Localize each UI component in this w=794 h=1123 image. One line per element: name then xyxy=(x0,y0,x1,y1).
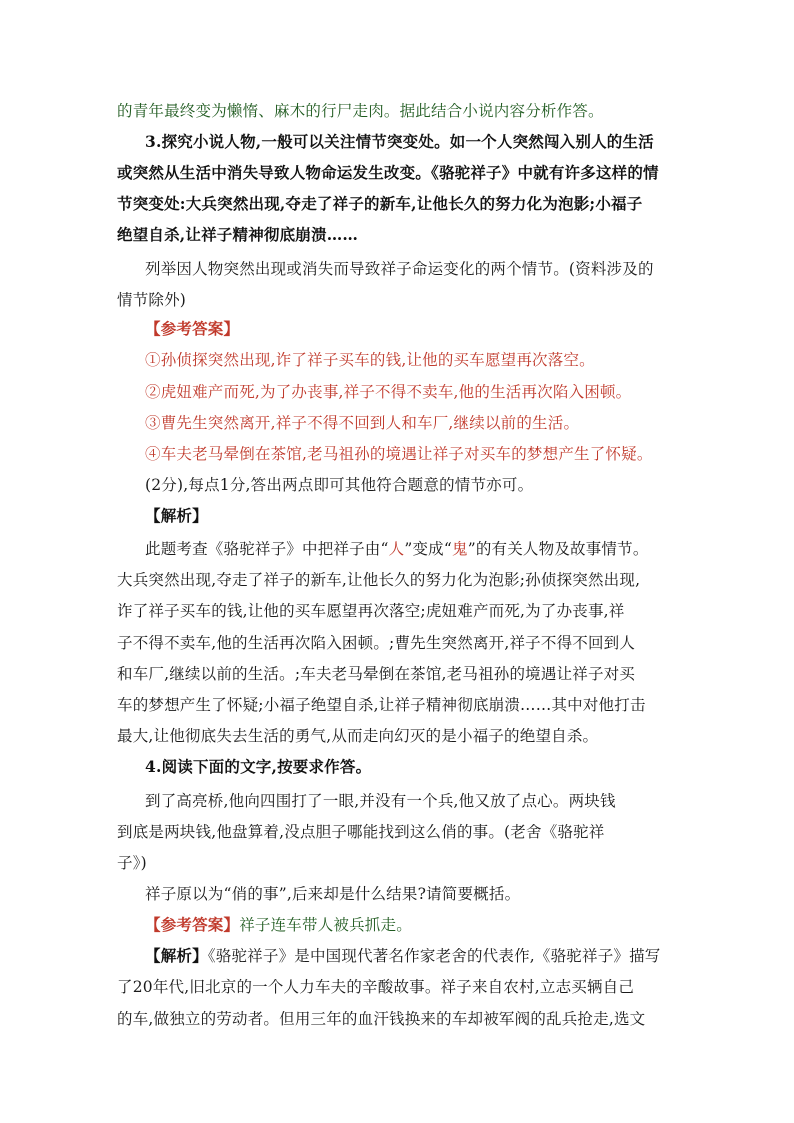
answer-line xyxy=(145,914,677,938)
answer-item: ③曹先生突然离开,祥子不得不回到人和车厂,继续以前的生活。 xyxy=(145,414,580,432)
scoring-note: (2分),每点1分,答出两点即可其他符合题意的情节亦可。 xyxy=(145,476,534,494)
text-line: 和车厂,继续以前的生活。;车夫老马晕倒在茶馆,老马祖孙的境遇让祥子对买 xyxy=(117,665,636,683)
text-line: 情节除外) xyxy=(117,291,187,309)
analysis-heading: 【解析】 xyxy=(145,506,208,525)
answer-item: ①孙侦探突然出现,诈了祥子买车的钱,让他的买车愿望再次落空。 xyxy=(145,351,595,369)
text-span: ”变成“ xyxy=(404,540,452,558)
answer-item: ②虎妞难产而死,为了办丧事,祥子不得不卖车,他的生活再次陷入困顿。 xyxy=(145,383,632,401)
analysis-line xyxy=(145,538,677,562)
highlight-word: 鬼 xyxy=(452,540,468,558)
text-span: 《骆驼祥子》是中国现代著名作家老舍的代表作,《骆驼祥子》描写 xyxy=(207,947,661,965)
text-line: 的青年最终变为懒惰、麻木的行尸走肉。据此结合小说内容分析作答。 xyxy=(117,102,604,120)
answer-heading: 【参考答案】 xyxy=(145,319,240,338)
analysis-heading: 【解析】 xyxy=(145,946,208,965)
text-line: 的车,做独立的劳动者。但用三年的血汗钱换来的车却被军阀的乱兵抢走,选文 xyxy=(117,1010,646,1028)
question-text: 祥子原以为“俏的事”,后来却是什么结果?请简要概括。 xyxy=(145,885,521,903)
text-line: 列举因人物突然出现或消失而导致祥子命运变化的两个情节。(资料涉及的 xyxy=(145,260,654,278)
highlight-word: 人 xyxy=(388,540,405,558)
text-line: 了20年代,旧北京的一个人力车夫的辛酸故事。祥子来自农村,立志买辆自己 xyxy=(117,978,635,996)
text-line: 车的梦想产生了怀疑;小福子绝望自杀,让祥子精神彻底崩溃……其中对他打击 xyxy=(117,696,646,714)
text-line: 节突变处:大兵突然出现,夺走了祥子的新车,让他长久的努力化为泡影;小福子 xyxy=(117,194,643,213)
text-line: 到了高亮桥,他向四围打了一眼,并没有一个兵,他又放了点心。两块钱 xyxy=(145,792,616,810)
text-line: 或突然从生活中消失导致人物命运发生改变。《骆驼祥子》中就有许多这样的情 xyxy=(117,163,659,182)
text-line: 诈了祥子买车的钱,让他的买车愿望再次落空;虎妞难产而死,为了办丧事,祥 xyxy=(117,602,625,620)
text-line: 最大,让他彻底失去生活的勇气,从而走向幻灭的是小福子的绝望自杀。 xyxy=(117,727,599,745)
answer-text: 祥子连车带人被兵抓走。 xyxy=(239,916,412,934)
text-line: 到底是两块钱,他盘算着,没点胆子哪能找到这么俏的事。(老舍《骆驼祥 xyxy=(117,823,605,841)
text-span: 此题考查《骆驼祥子》中把祥子由“ xyxy=(145,540,389,558)
text-line: 绝望自杀,让祥子精神彻底崩溃…… xyxy=(117,225,359,244)
answer-heading: 【参考答案】 xyxy=(145,915,240,934)
answer-item: ④车夫老马晕倒在茶馆,老马祖孙的境遇让祥子对买车的梦想产生了怀疑。 xyxy=(145,445,653,463)
text-span: ”的有关人物及故事情节。 xyxy=(467,540,649,558)
analysis-line xyxy=(145,945,677,969)
text-line: 大兵突然出现,夺走了祥子的新车,让他长久的努力化为泡影;孙侦探突然出现, xyxy=(117,571,641,589)
text-line: 子》) xyxy=(117,854,147,872)
question-4-heading: 4.阅读下面的文字,按要求作答。 xyxy=(145,757,372,776)
question-3-heading: 3.探究小说人物,一般可以关注情节突变处。如一个人突然闯入别人的生活 xyxy=(145,132,654,151)
text-line: 子不得不卖车,他的生活再次陷入困顿。;曹先生突然离开,祥子不得不回到人 xyxy=(117,634,636,652)
